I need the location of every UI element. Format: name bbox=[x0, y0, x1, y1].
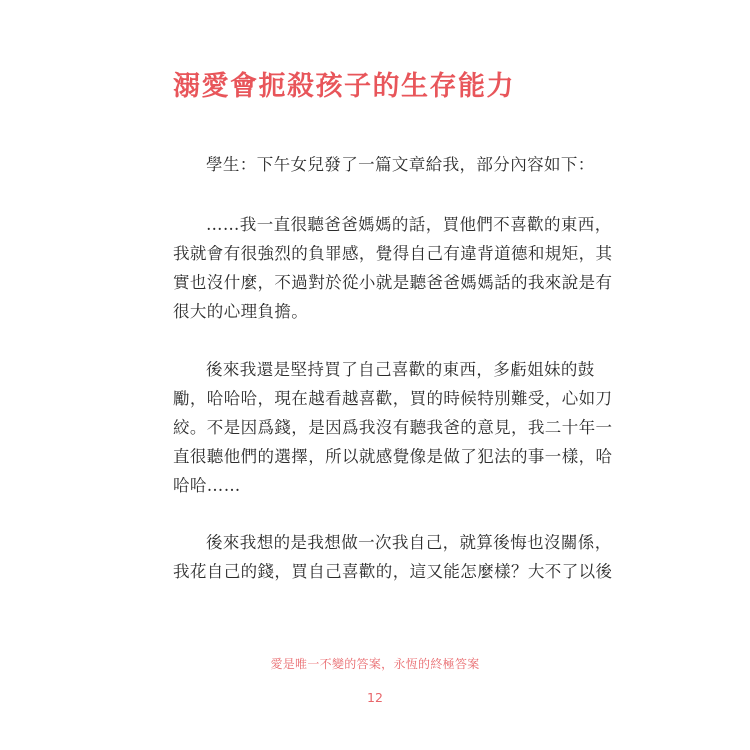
paragraph-2 bbox=[173, 355, 613, 500]
text-line: 後來我還是堅持買了自己喜歡的東西，多虧姐妹的鼓 bbox=[206, 360, 595, 379]
text-line: 我花自己的錢，買自己喜歡的，這又能怎麼樣？大不了以後 bbox=[173, 562, 613, 581]
text-line: 勵，哈哈哈，現在越看越喜歡，買的時候特別難受，心如刀 bbox=[173, 389, 613, 408]
page-number: 12 bbox=[367, 690, 383, 705]
paragraph-3 bbox=[173, 528, 613, 586]
paragraph-intro bbox=[173, 150, 595, 179]
text-line: 絞。不是因爲錢，是因爲我沒有聽我爸的意見，我二十年一 bbox=[173, 418, 613, 437]
text-line: 哈哈…… bbox=[173, 476, 241, 495]
text-line: 很大的心理負擔。 bbox=[173, 302, 309, 321]
paragraph-1 bbox=[173, 210, 613, 326]
running-footer: 愛是唯一不變的答案，永恆的終極答案 bbox=[270, 657, 480, 671]
chapter-title: 溺愛會扼殺孩子的生存能力 bbox=[173, 71, 515, 102]
text-line: 直很聽他們的選擇，所以就感覺像是做了犯法的事一樣，哈 bbox=[173, 447, 613, 466]
text-line: 實也沒什麼，不過對於從小就是聽爸爸媽媽話的我來說是有 bbox=[173, 273, 613, 292]
text-line: 後來我想的是我想做一次我自己，就算後悔也沒關係， bbox=[206, 533, 612, 552]
text-line: 學生：下午女兒發了一篇文章給我，部分內容如下： bbox=[206, 155, 595, 174]
text-line: 我就會有很強烈的負罪感，覺得自己有違背道德和規矩，其 bbox=[173, 244, 613, 263]
text-line: ……我一直很聽爸爸媽媽的話，買他們不喜歡的東西， bbox=[206, 215, 612, 234]
